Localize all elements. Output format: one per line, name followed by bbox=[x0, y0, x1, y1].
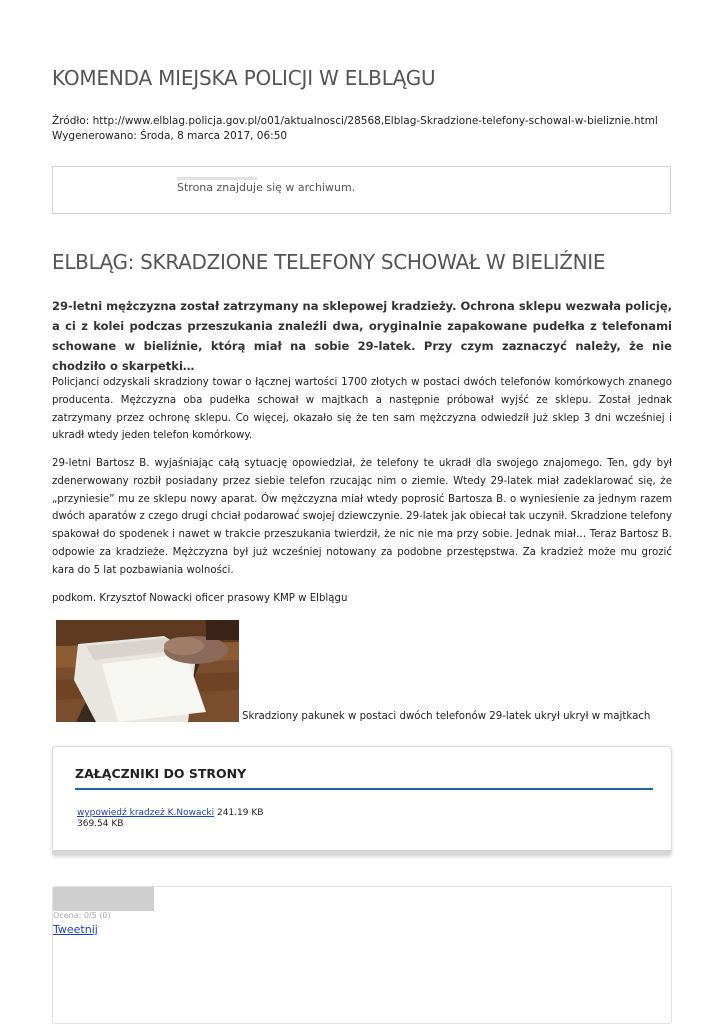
generated-line: Wygenerowano: Środa, 8 marca 2017, 06:50 bbox=[52, 130, 288, 142]
attachment-item bbox=[77, 808, 263, 819]
article-paragraph: 29-letni Bartosz B. wyjaśniając całą sytuację opowiedział, że telefony te ukradł dla swojego znajomego. Ten, gdy był zdenerwowany rozbił posiadany przez siebie telefon rzucając nim o ziemie. Wtedy 29-latek miał zadeklarować się, że „przyniesie” mu ze sklepu nowy aparat. Ów mężczyzna miał wtedy poprosić Bartosza B. o wyniesienie za jednym razem dwóch aparatów z czego drugi chciał podarować swojej dziewczynie. 29-latek jak obiecał tak uczynił. Skradzione telefony spakował do spodenek i nawet w trakcie przeszukania twierdził, że nic nie ma przy sobie. Jednak miał… Teraz Bartosz B. odpowie za kradzieże. Mężczyzna był już wcześniej notowany za podobne przestępstwa. Za kradzież może mu grozić kara do 5 lat pozbawiania wolności. bbox=[52, 458, 672, 576]
article-author: podkom. Krzysztof Nowacki oficer prasowy KMP w Elblągu bbox=[52, 593, 348, 604]
attachments-list bbox=[77, 808, 263, 830]
rating-stars-bar[interactable] bbox=[53, 887, 154, 911]
document-meta bbox=[52, 114, 658, 144]
attachment-size: 241.19 KB bbox=[217, 808, 264, 818]
site-title: KOMENDA MIEJSKA POLICJI W ELBLĄGU bbox=[52, 66, 436, 90]
source-line: Źródło: http://www.elblag.policja.gov.pl/o01/aktualnosci/28568,Elblag-Skradzione-telefony-schowal-w-bieliznie.html bbox=[52, 115, 658, 127]
photo-image bbox=[56, 620, 239, 722]
archive-bar bbox=[177, 177, 257, 180]
rating-text: Ocena: 0/5 (0) bbox=[53, 911, 111, 920]
attachment-extra-size: 369.54 KB bbox=[77, 819, 124, 829]
archive-notice: Strona znajduje się w archiwum. bbox=[177, 181, 356, 194]
attachment-link[interactable]: wypowiedź kradzeż K.Nowacki bbox=[77, 808, 215, 818]
photo-caption: Skradziony pakunek w postaci dwóch telefonów 29-latek ukrył ukrył w majtkach bbox=[242, 711, 651, 722]
article-photo[interactable] bbox=[56, 620, 239, 722]
article-title: ELBLĄG: SKRADZIONE TELEFONY SCHOWAŁ W BIELIŹNIE bbox=[52, 250, 606, 274]
attachments-divider bbox=[75, 788, 653, 790]
attachments-panel bbox=[52, 746, 672, 856]
tweet-link[interactable]: Tweetnij bbox=[53, 923, 98, 936]
article-paragraph: Policjanci odzyskali skradziony towar o łącznej wartości 1700 złotych w postaci dwóch telefonów komórkowych znanego producenta. Mężczyzna oba pudełka schował w majtkach a następnie próbował wyjść ze sklepu. Został jednak zatrzymany przez ochronę sklepu. Co więcej, okazało się że ten sam mężczyzna odwiedził już sklep 3 dni wcześniej i ukradł wtedy jeden telefon komórkowy. bbox=[52, 377, 672, 442]
article-lead: 29-letni mężczyzna został zatrzymany na sklepowej kradzieży. Ochrona sklepu wezwała policję, a ci z kolei podczas przeszukania znaleźli dwa, oryginalnie zapakowane pudełka z telefonami schowane w bieliźnie, którą miał na sobie 29-latek. Przy czym zaznaczyć należy, że nie chodziło o skarpetki… bbox=[52, 299, 672, 373]
attachments-title: ZAŁĄCZNIKI DO STRONY bbox=[75, 766, 247, 781]
attachments-bottom-bar bbox=[53, 850, 671, 855]
rating-panel bbox=[52, 886, 672, 1024]
archive-notice-box bbox=[52, 166, 671, 214]
